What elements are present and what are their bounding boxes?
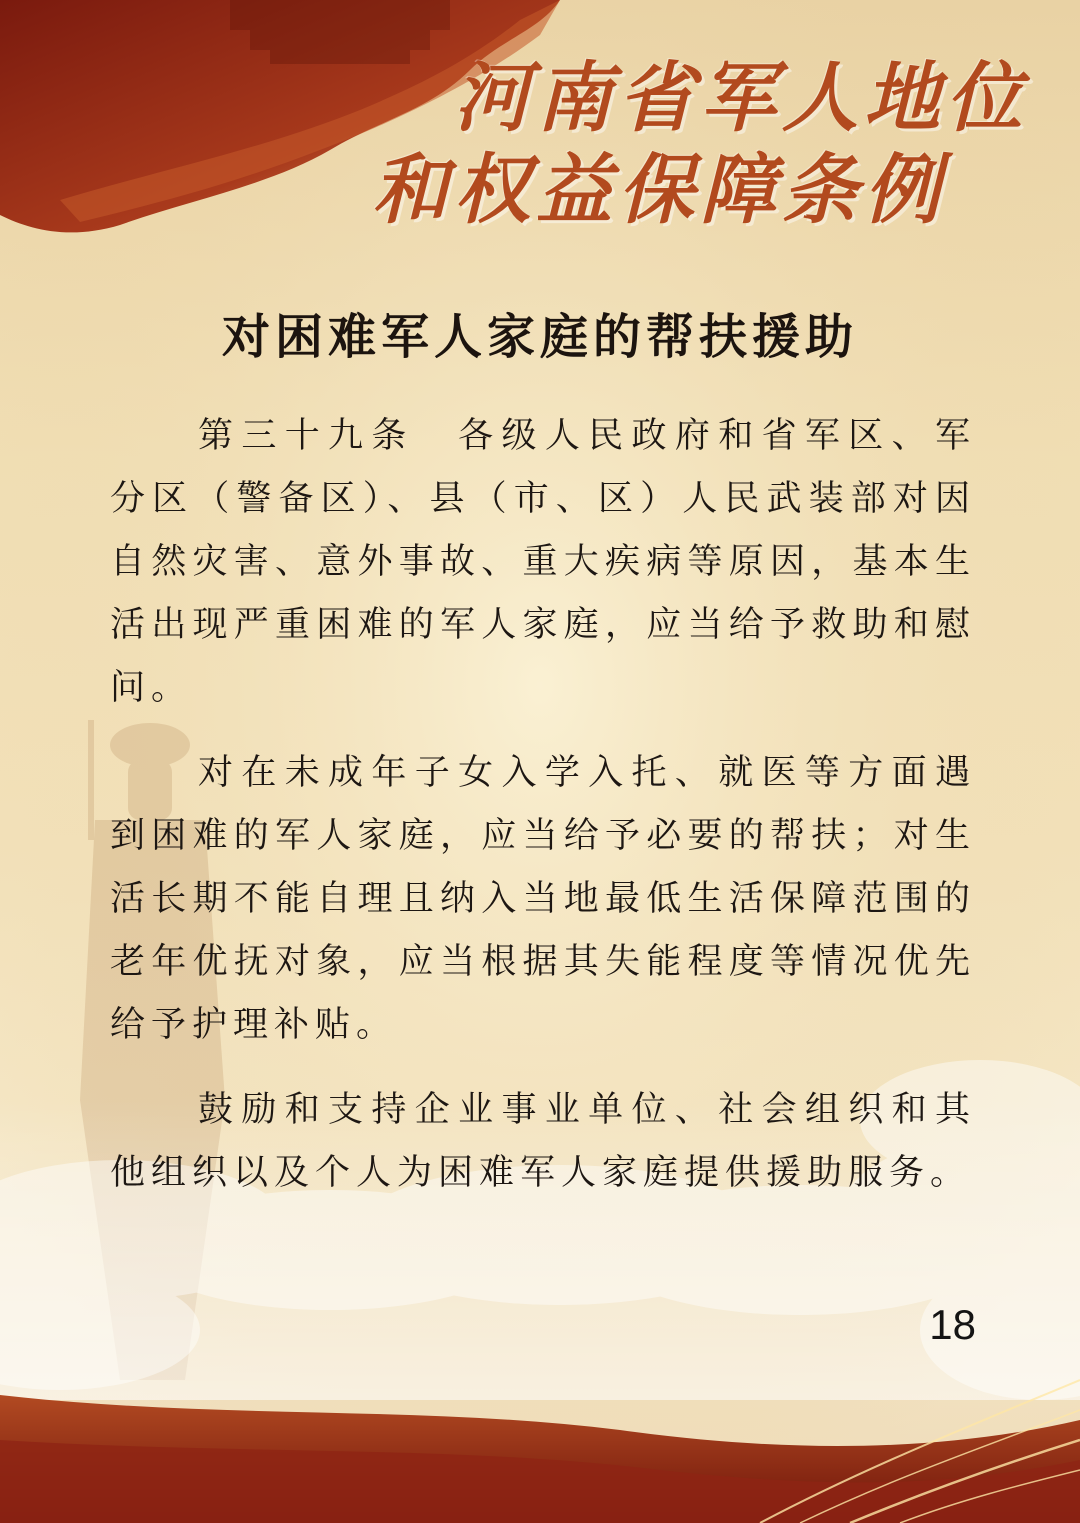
title-line-2: 和权益保障条例 bbox=[372, 145, 946, 234]
section-heading: 对困难军人家庭的帮扶援助 bbox=[221, 309, 858, 365]
paragraph-encouragement: 鼓励和支持企业事业单位、社会组织和其他组织以及个人为困难军人家庭提供援助服务。 bbox=[110, 1090, 976, 1193]
page-number: 18 bbox=[929, 1301, 976, 1348]
paragraph-article-39: 第三十九条 各级人民政府和省军区、军分区（警备区）、县（市、区）人民武装部对因自然灾害、意外事故、重大疾病等原因，基本生活出现严重困难的军人家庭，应当给予救助和慰问。 bbox=[110, 416, 976, 708]
article-body bbox=[110, 405, 976, 1227]
paragraph-assistance: 对在未成年子女入学入托、就医等方面遇到困难的军人家庭，应当给予必要的帮扶；对生活长期不能自理且纳入当地最低生活保障范围的老年优抚对象，应当根据其失能程度等情况优先给予护理补贴。 bbox=[110, 753, 976, 1045]
poster-title bbox=[338, 52, 1028, 236]
title-line-1: 河南省军人地位 bbox=[454, 53, 1028, 142]
